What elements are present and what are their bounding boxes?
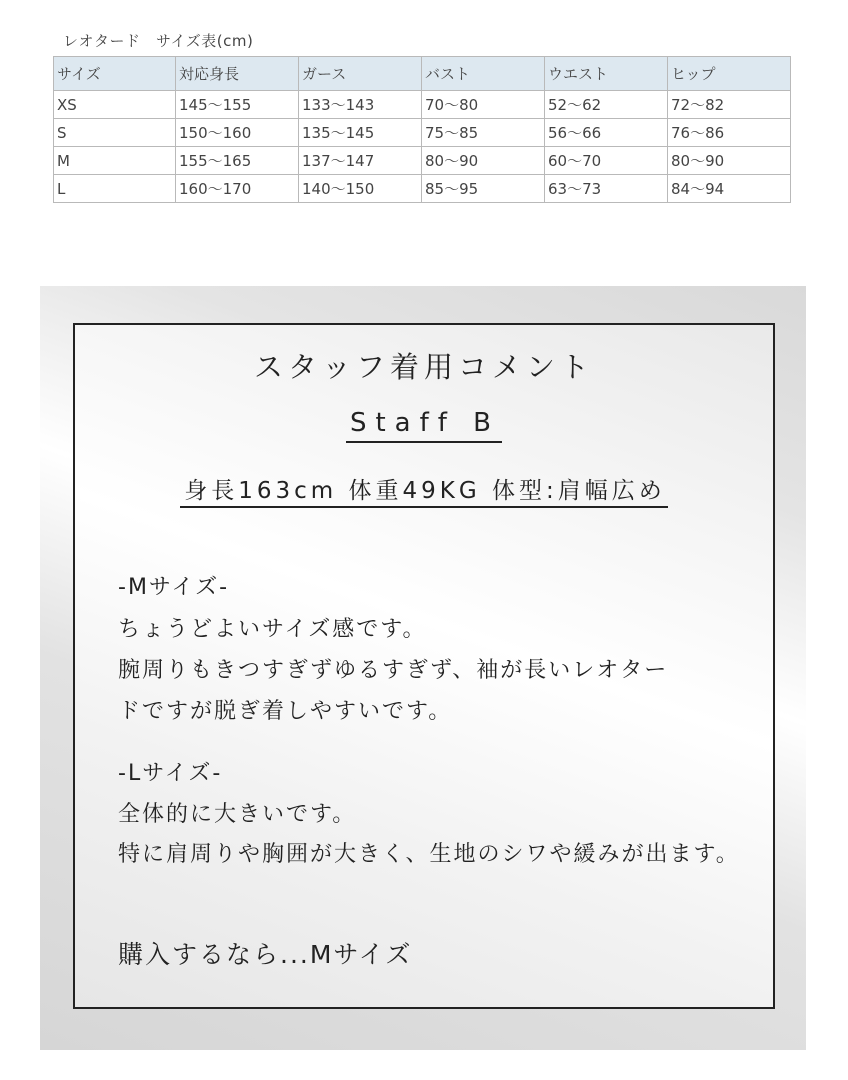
table-row [54, 119, 791, 147]
comment-title: スタッフ着用コメント [253, 350, 594, 384]
table-cell: 60〜70 [545, 147, 668, 175]
table-cell: 145〜155 [176, 91, 299, 119]
purchase-recommendation: 購入するなら...Mサイズ [118, 940, 413, 969]
l-size-line-1: 全体的に大きいです。 [118, 802, 357, 827]
table-header-row [54, 57, 791, 91]
table-cell: XS [54, 91, 176, 119]
m-size-line-3: ドですが脱ぎ着しやすいです。 [118, 699, 453, 724]
size-table [53, 56, 791, 203]
size-table-caption: レオタード サイズ表(cm) [63, 32, 254, 50]
header-waist: ウエスト [545, 57, 668, 91]
header-size: サイズ [54, 57, 176, 91]
staff-name-line [0, 408, 848, 438]
header-bust: バスト [422, 57, 545, 91]
table-cell: 63〜73 [545, 175, 668, 203]
body-info: 身長163cm 体重49KG 体型:肩幅広め [180, 478, 668, 508]
table-cell: 137〜147 [299, 147, 422, 175]
table-cell: 70〜80 [422, 91, 545, 119]
body-info-line [0, 472, 848, 505]
table-cell: S [54, 119, 176, 147]
table-cell: 52〜62 [545, 91, 668, 119]
table-row [54, 175, 791, 203]
table-cell: M [54, 147, 176, 175]
l-size-heading: -Lサイズ- [118, 761, 223, 786]
table-cell: 150〜160 [176, 119, 299, 147]
table-cell: 76〜86 [668, 119, 791, 147]
l-size-line-2: 特に肩周りや胸囲が大きく、生地のシワや緩みが出ます。 [118, 842, 740, 867]
m-size-line-1: ちょうどよいサイズ感です。 [118, 617, 427, 642]
table-cell: 75〜85 [422, 119, 545, 147]
table-row [54, 91, 791, 119]
table-cell: 80〜90 [422, 147, 545, 175]
table-cell: 84〜94 [668, 175, 791, 203]
table-cell: 135〜145 [299, 119, 422, 147]
table-cell: 56〜66 [545, 119, 668, 147]
table-cell: 160〜170 [176, 175, 299, 203]
header-hip: ヒップ [668, 57, 791, 91]
m-size-heading: -Mサイズ- [118, 575, 230, 600]
header-girth: ガース [299, 57, 422, 91]
table-cell: 72〜82 [668, 91, 791, 119]
m-size-line-2: 腕周りもきつすぎずゆるすぎず、袖が長いレオター [118, 658, 669, 683]
table-cell: L [54, 175, 176, 203]
table-cell: 155〜165 [176, 147, 299, 175]
table-row [54, 147, 791, 175]
table-cell: 133〜143 [299, 91, 422, 119]
table-cell: 85〜95 [422, 175, 545, 203]
table-cell: 140〜150 [299, 175, 422, 203]
table-cell: 80〜90 [668, 147, 791, 175]
header-height: 対応身長 [176, 57, 299, 91]
staff-name: Staff B [346, 408, 502, 443]
